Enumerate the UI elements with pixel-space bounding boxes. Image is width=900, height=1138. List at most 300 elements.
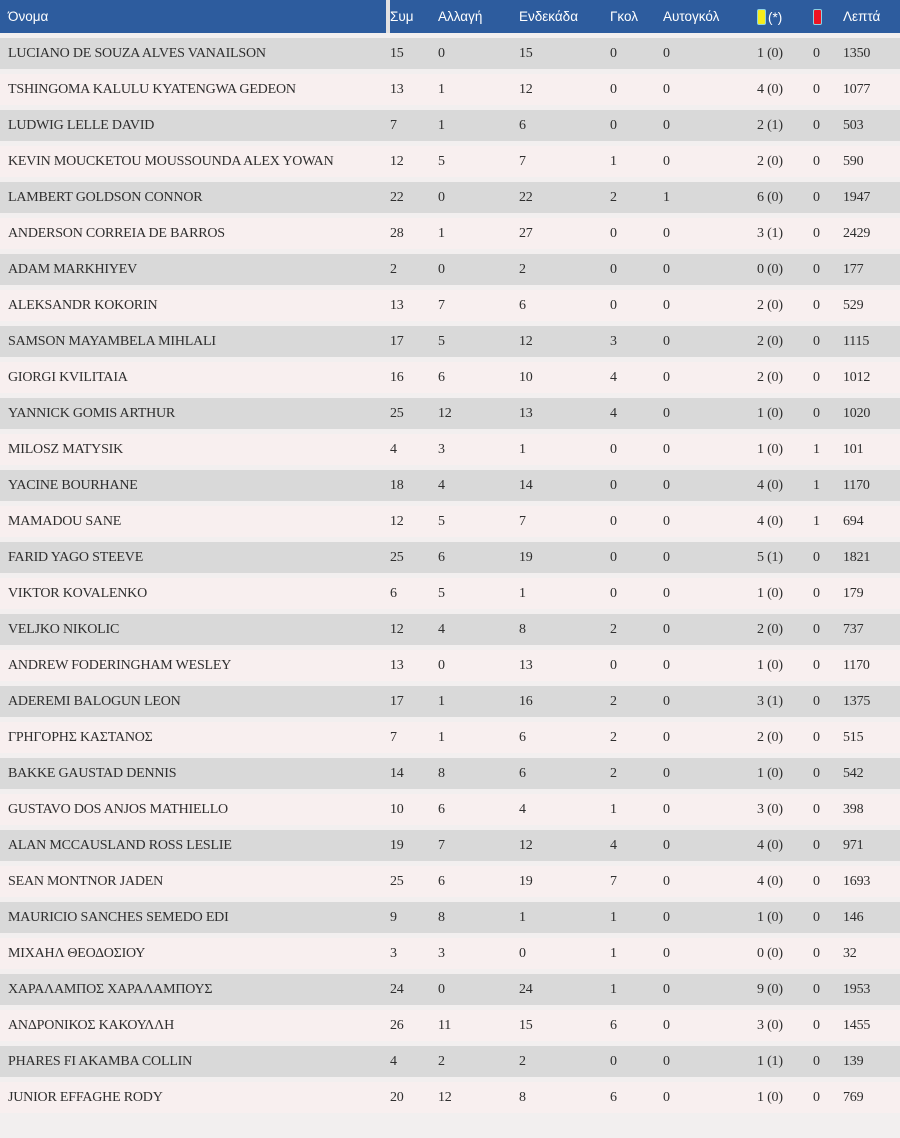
cell-name: JUNIOR EFFAGHE RODY <box>0 1082 390 1113</box>
cell-allagi: 7 <box>438 830 519 861</box>
cell-lepta: 1170 <box>843 650 900 681</box>
column-header-goals[interactable]: Γκολ <box>610 0 663 33</box>
cell-lepta: 32 <box>843 938 900 969</box>
cell-lepta: 1077 <box>843 74 900 105</box>
cell-yellow: 1 (0) <box>757 902 813 933</box>
cell-red: 0 <box>813 902 843 933</box>
cell-gkol: 0 <box>610 650 663 681</box>
cell-red: 0 <box>813 542 843 573</box>
table-row <box>0 470 900 501</box>
cell-yellow: 3 (1) <box>757 686 813 717</box>
cell-name: ΑΝΔΡΟΝΙΚΟΣ ΚΑΚΟΥΛΛΗ <box>0 1010 390 1041</box>
cell-lepta: 503 <box>843 110 900 141</box>
cell-sym: 17 <box>390 686 438 717</box>
cell-gkol: 1 <box>610 938 663 969</box>
table-row <box>0 794 900 825</box>
cell-yellow: 3 (1) <box>757 218 813 249</box>
cell-gkol: 2 <box>610 182 663 213</box>
cell-endekada: 2 <box>519 1046 610 1077</box>
cell-sym: 24 <box>390 974 438 1005</box>
table-row <box>0 542 900 573</box>
cell-red: 0 <box>813 650 843 681</box>
cell-sym: 4 <box>390 1046 438 1077</box>
table-row <box>0 506 900 537</box>
cell-red: 0 <box>813 794 843 825</box>
cell-allagi: 5 <box>438 326 519 357</box>
cell-red: 0 <box>813 290 843 321</box>
cell-sym: 14 <box>390 758 438 789</box>
cell-sym: 25 <box>390 398 438 429</box>
cell-lepta: 737 <box>843 614 900 645</box>
column-header-starting-eleven[interactable]: Ενδεκάδα <box>519 0 610 33</box>
cell-endekada: 6 <box>519 290 610 321</box>
cell-yellow: 4 (0) <box>757 866 813 897</box>
cell-gkol: 0 <box>610 578 663 609</box>
cell-yellow: 3 (0) <box>757 794 813 825</box>
cell-red: 0 <box>813 974 843 1005</box>
cell-allagi: 12 <box>438 398 519 429</box>
table-row <box>0 146 900 177</box>
cell-gkol: 1 <box>610 146 663 177</box>
cell-autogkol: 0 <box>663 542 757 573</box>
cell-name: VELJKO NIKOLIC <box>0 614 390 645</box>
cell-sym: 25 <box>390 866 438 897</box>
table-row <box>0 1046 900 1077</box>
cell-name: ΓΡΗΓΟΡΗΣ ΚΑΣΤΑΝΟΣ <box>0 722 390 753</box>
cell-yellow: 2 (1) <box>757 110 813 141</box>
cell-yellow: 0 (0) <box>757 938 813 969</box>
cell-yellow: 9 (0) <box>757 974 813 1005</box>
cell-yellow: 1 (0) <box>757 758 813 789</box>
table-row <box>0 722 900 753</box>
cell-yellow: 1 (0) <box>757 650 813 681</box>
cell-endekada: 12 <box>519 830 610 861</box>
yellow-card-icon <box>757 9 766 25</box>
cell-gkol: 4 <box>610 830 663 861</box>
table-row <box>0 974 900 1005</box>
cell-red: 0 <box>813 866 843 897</box>
cell-autogkol: 0 <box>663 830 757 861</box>
cell-endekada: 13 <box>519 650 610 681</box>
cell-lepta: 1350 <box>843 38 900 69</box>
cell-sym: 12 <box>390 146 438 177</box>
cell-allagi: 3 <box>438 938 519 969</box>
cell-autogkol: 0 <box>663 686 757 717</box>
cell-lepta: 101 <box>843 434 900 465</box>
cell-sym: 18 <box>390 470 438 501</box>
cell-yellow: 2 (0) <box>757 722 813 753</box>
cell-autogkol: 0 <box>663 434 757 465</box>
cell-autogkol: 0 <box>663 38 757 69</box>
cell-sym: 19 <box>390 830 438 861</box>
cell-yellow: 1 (0) <box>757 1082 813 1113</box>
cell-name: ADEREMI BALOGUN LEON <box>0 686 390 717</box>
cell-allagi: 6 <box>438 794 519 825</box>
cell-allagi: 5 <box>438 578 519 609</box>
cell-allagi: 1 <box>438 686 519 717</box>
cell-allagi: 5 <box>438 506 519 537</box>
cell-name: FARID YAGO STEEVE <box>0 542 390 573</box>
cell-gkol: 0 <box>610 254 663 285</box>
cell-lepta: 1947 <box>843 182 900 213</box>
column-header-name[interactable]: Όνομα <box>0 0 390 33</box>
cell-lepta: 177 <box>843 254 900 285</box>
cell-allagi: 6 <box>438 866 519 897</box>
cell-allagi: 8 <box>438 758 519 789</box>
cell-sym: 10 <box>390 794 438 825</box>
cell-endekada: 1 <box>519 434 610 465</box>
cell-allagi: 8 <box>438 902 519 933</box>
cell-yellow: 1 (0) <box>757 434 813 465</box>
cell-name: ADAM MARKHIYEV <box>0 254 390 285</box>
cell-endekada: 22 <box>519 182 610 213</box>
cell-gkol: 4 <box>610 398 663 429</box>
cell-name: LUCIANO DE SOUZA ALVES VANAILSON <box>0 38 390 69</box>
cell-allagi: 6 <box>438 362 519 393</box>
header-row <box>0 0 900 33</box>
table-row <box>0 686 900 717</box>
cell-red: 0 <box>813 686 843 717</box>
cell-name: LUDWIG LELLE DAVID <box>0 110 390 141</box>
cell-gkol: 0 <box>610 470 663 501</box>
cell-lepta: 694 <box>843 506 900 537</box>
cell-endekada: 12 <box>519 326 610 357</box>
cell-autogkol: 1 <box>663 182 757 213</box>
cell-endekada: 1 <box>519 902 610 933</box>
cell-lepta: 146 <box>843 902 900 933</box>
cell-gkol: 1 <box>610 902 663 933</box>
column-header-red-cards[interactable] <box>813 0 843 33</box>
cell-allagi: 5 <box>438 146 519 177</box>
column-header-own-goals[interactable]: Αυτογκόλ <box>663 0 757 33</box>
cell-endekada: 15 <box>519 38 610 69</box>
cell-gkol: 6 <box>610 1082 663 1113</box>
table-row <box>0 578 900 609</box>
cell-sym: 12 <box>390 614 438 645</box>
cell-yellow: 3 (0) <box>757 1010 813 1041</box>
cell-name: SAMSON MAYAMBELA MIHLALI <box>0 326 390 357</box>
cell-allagi: 0 <box>438 650 519 681</box>
cell-autogkol: 0 <box>663 254 757 285</box>
table-header <box>0 0 900 33</box>
player-table-body <box>0 38 900 1113</box>
cell-lepta: 1953 <box>843 974 900 1005</box>
cell-allagi: 0 <box>438 182 519 213</box>
table-row <box>0 110 900 141</box>
cell-red: 1 <box>813 470 843 501</box>
cell-autogkol: 0 <box>663 578 757 609</box>
cell-lepta: 1693 <box>843 866 900 897</box>
cell-yellow: 1 (0) <box>757 578 813 609</box>
cell-sym: 13 <box>390 650 438 681</box>
cell-endekada: 12 <box>519 74 610 105</box>
cell-red: 0 <box>813 254 843 285</box>
cell-endekada: 2 <box>519 254 610 285</box>
cell-red: 0 <box>813 398 843 429</box>
cell-lepta: 1020 <box>843 398 900 429</box>
cell-autogkol: 0 <box>663 506 757 537</box>
cell-name: KEVIN MOUCKETOU MOUSSOUNDA ALEX YOWAN <box>0 146 390 177</box>
table-row <box>0 1010 900 1041</box>
cell-name: GUSTAVO DOS ANJOS MATHIELLO <box>0 794 390 825</box>
cell-allagi: 2 <box>438 1046 519 1077</box>
cell-sym: 26 <box>390 1010 438 1041</box>
cell-name: VIKTOR KOVALENKO <box>0 578 390 609</box>
cell-autogkol: 0 <box>663 974 757 1005</box>
cell-lepta: 515 <box>843 722 900 753</box>
cell-allagi: 6 <box>438 542 519 573</box>
cell-sym: 12 <box>390 506 438 537</box>
cell-name: TSHINGOMA KALULU KYATENGWA GEDEON <box>0 74 390 105</box>
cell-allagi: 3 <box>438 434 519 465</box>
cell-yellow: 4 (0) <box>757 74 813 105</box>
cell-gkol: 1 <box>610 794 663 825</box>
cell-red: 0 <box>813 74 843 105</box>
cell-lepta: 1012 <box>843 362 900 393</box>
cell-lepta: 529 <box>843 290 900 321</box>
table-row <box>0 758 900 789</box>
cell-endekada: 6 <box>519 758 610 789</box>
cell-red: 0 <box>813 1046 843 1077</box>
cell-autogkol: 0 <box>663 110 757 141</box>
cell-endekada: 16 <box>519 686 610 717</box>
cell-gkol: 0 <box>610 1046 663 1077</box>
cell-allagi: 1 <box>438 722 519 753</box>
table-row <box>0 290 900 321</box>
cell-yellow: 4 (0) <box>757 506 813 537</box>
cell-endekada: 7 <box>519 146 610 177</box>
cell-name: LAMBERT GOLDSON CONNOR <box>0 182 390 213</box>
cell-lepta: 1455 <box>843 1010 900 1041</box>
cell-lepta: 769 <box>843 1082 900 1113</box>
cell-gkol: 1 <box>610 974 663 1005</box>
cell-yellow: 4 (0) <box>757 470 813 501</box>
cell-name: ΧΑΡΑΛΑΜΠΟΣ ΧΑΡΑΛΑΜΠΟΥΣ <box>0 974 390 1005</box>
table-row <box>0 1082 900 1113</box>
cell-yellow: 1 (1) <box>757 1046 813 1077</box>
cell-gkol: 3 <box>610 326 663 357</box>
cell-allagi: 11 <box>438 1010 519 1041</box>
cell-gkol: 0 <box>610 434 663 465</box>
cell-red: 0 <box>813 830 843 861</box>
cell-yellow: 5 (1) <box>757 542 813 573</box>
cell-yellow: 2 (0) <box>757 290 813 321</box>
cell-lepta: 1170 <box>843 470 900 501</box>
table-row <box>0 218 900 249</box>
table-row <box>0 866 900 897</box>
cell-autogkol: 0 <box>663 722 757 753</box>
cell-autogkol: 0 <box>663 362 757 393</box>
table-row <box>0 398 900 429</box>
cell-name: ALEKSANDR KOKORIN <box>0 290 390 321</box>
cell-allagi: 0 <box>438 254 519 285</box>
cell-endekada: 13 <box>519 398 610 429</box>
cell-red: 1 <box>813 434 843 465</box>
cell-gkol: 2 <box>610 686 663 717</box>
cell-red: 0 <box>813 578 843 609</box>
cell-name: MAURICIO SANCHES SEMEDO EDI <box>0 902 390 933</box>
cell-endekada: 14 <box>519 470 610 501</box>
cell-autogkol: 0 <box>663 866 757 897</box>
cell-gkol: 0 <box>610 110 663 141</box>
cell-yellow: 2 (0) <box>757 146 813 177</box>
cell-gkol: 2 <box>610 758 663 789</box>
cell-red: 0 <box>813 938 843 969</box>
cell-autogkol: 0 <box>663 290 757 321</box>
cell-red: 0 <box>813 722 843 753</box>
cell-sym: 13 <box>390 74 438 105</box>
column-header-appearances[interactable]: Συμ <box>390 0 438 33</box>
cell-sym: 28 <box>390 218 438 249</box>
table-row <box>0 434 900 465</box>
cell-allagi: 7 <box>438 290 519 321</box>
cell-red: 0 <box>813 146 843 177</box>
cell-autogkol: 0 <box>663 794 757 825</box>
cell-sym: 6 <box>390 578 438 609</box>
cell-allagi: 1 <box>438 218 519 249</box>
cell-endekada: 24 <box>519 974 610 1005</box>
cell-red: 0 <box>813 218 843 249</box>
cell-name: ΜΙΧΑΗΛ ΘΕΟΔΟΣΙΟΥ <box>0 938 390 969</box>
column-header-substitutions[interactable]: Αλλαγή <box>438 0 519 33</box>
table-row <box>0 74 900 105</box>
cell-lepta: 139 <box>843 1046 900 1077</box>
cell-name: ANDREW FODERINGHAM WESLEY <box>0 650 390 681</box>
cell-red: 0 <box>813 1010 843 1041</box>
cell-lepta: 590 <box>843 146 900 177</box>
cell-endekada: 6 <box>519 110 610 141</box>
cell-endekada: 0 <box>519 938 610 969</box>
cell-name: MAMADOU SANE <box>0 506 390 537</box>
cell-name: PHARES FI AKAMBA COLLIN <box>0 1046 390 1077</box>
cell-red: 0 <box>813 110 843 141</box>
table-row <box>0 182 900 213</box>
cell-red: 0 <box>813 614 843 645</box>
cell-autogkol: 0 <box>663 74 757 105</box>
cell-endekada: 19 <box>519 542 610 573</box>
table-row <box>0 362 900 393</box>
cell-allagi: 4 <box>438 614 519 645</box>
cell-endekada: 4 <box>519 794 610 825</box>
table-row <box>0 614 900 645</box>
cell-lepta: 542 <box>843 758 900 789</box>
cell-lepta: 398 <box>843 794 900 825</box>
cell-autogkol: 0 <box>663 146 757 177</box>
table-row <box>0 254 900 285</box>
table-row <box>0 938 900 969</box>
table-row <box>0 902 900 933</box>
cell-sym: 16 <box>390 362 438 393</box>
cell-autogkol: 0 <box>663 614 757 645</box>
cell-yellow: 4 (0) <box>757 830 813 861</box>
cell-sym: 20 <box>390 1082 438 1113</box>
yellow-card-label: (*) <box>768 9 783 25</box>
cell-name: MILOSZ MATYSIK <box>0 434 390 465</box>
table-row <box>0 38 900 69</box>
cell-red: 0 <box>813 1082 843 1113</box>
cell-endekada: 7 <box>519 506 610 537</box>
cell-name: YACINE BOURHANE <box>0 470 390 501</box>
cell-sym: 2 <box>390 254 438 285</box>
cell-yellow: 2 (0) <box>757 614 813 645</box>
cell-autogkol: 0 <box>663 938 757 969</box>
cell-sym: 15 <box>390 38 438 69</box>
cell-name: YANNICK GOMIS ARTHUR <box>0 398 390 429</box>
cell-name: GIORGI KVILITAIA <box>0 362 390 393</box>
cell-gkol: 7 <box>610 866 663 897</box>
cell-sym: 7 <box>390 110 438 141</box>
cell-allagi: 12 <box>438 1082 519 1113</box>
cell-red: 0 <box>813 758 843 789</box>
cell-sym: 17 <box>390 326 438 357</box>
cell-endekada: 6 <box>519 722 610 753</box>
cell-autogkol: 0 <box>663 470 757 501</box>
cell-autogkol: 0 <box>663 758 757 789</box>
cell-lepta: 971 <box>843 830 900 861</box>
cell-allagi: 1 <box>438 110 519 141</box>
cell-autogkol: 0 <box>663 1010 757 1041</box>
cell-endekada: 8 <box>519 1082 610 1113</box>
cell-sym: 4 <box>390 434 438 465</box>
cell-sym: 22 <box>390 182 438 213</box>
cell-allagi: 0 <box>438 38 519 69</box>
cell-endekada: 19 <box>519 866 610 897</box>
cell-yellow: 1 (0) <box>757 38 813 69</box>
cell-endekada: 27 <box>519 218 610 249</box>
cell-endekada: 8 <box>519 614 610 645</box>
cell-gkol: 0 <box>610 74 663 105</box>
cell-gkol: 0 <box>610 542 663 573</box>
cell-allagi: 0 <box>438 974 519 1005</box>
cell-gkol: 2 <box>610 722 663 753</box>
cell-red: 0 <box>813 326 843 357</box>
cell-sym: 3 <box>390 938 438 969</box>
cell-sym: 13 <box>390 290 438 321</box>
red-card-icon <box>813 9 822 25</box>
table-row <box>0 830 900 861</box>
cell-yellow: 0 (0) <box>757 254 813 285</box>
cell-autogkol: 0 <box>663 398 757 429</box>
cell-autogkol: 0 <box>663 326 757 357</box>
cell-endekada: 15 <box>519 1010 610 1041</box>
cell-endekada: 10 <box>519 362 610 393</box>
cell-name: ANDERSON CORREIA DE BARROS <box>0 218 390 249</box>
cell-gkol: 2 <box>610 614 663 645</box>
cell-gkol: 0 <box>610 38 663 69</box>
table-row <box>0 650 900 681</box>
cell-autogkol: 0 <box>663 1082 757 1113</box>
cell-lepta: 1115 <box>843 326 900 357</box>
cell-red: 0 <box>813 182 843 213</box>
cell-sym: 25 <box>390 542 438 573</box>
cell-allagi: 4 <box>438 470 519 501</box>
cell-autogkol: 0 <box>663 218 757 249</box>
cell-sym: 9 <box>390 902 438 933</box>
cell-name: ALAN MCCAUSLAND ROSS LESLIE <box>0 830 390 861</box>
cell-yellow: 2 (0) <box>757 362 813 393</box>
cell-name: BAKKE GAUSTAD DENNIS <box>0 758 390 789</box>
cell-lepta: 2429 <box>843 218 900 249</box>
cell-name: SEAN MONTNOR JADEN <box>0 866 390 897</box>
cell-allagi: 1 <box>438 74 519 105</box>
cell-lepta: 1375 <box>843 686 900 717</box>
cell-autogkol: 0 <box>663 650 757 681</box>
cell-yellow: 1 (0) <box>757 398 813 429</box>
column-header-minutes[interactable]: Λεπτά <box>843 0 900 33</box>
cell-gkol: 6 <box>610 1010 663 1041</box>
cell-yellow: 6 (0) <box>757 182 813 213</box>
column-header-yellow-cards[interactable] <box>757 0 813 33</box>
